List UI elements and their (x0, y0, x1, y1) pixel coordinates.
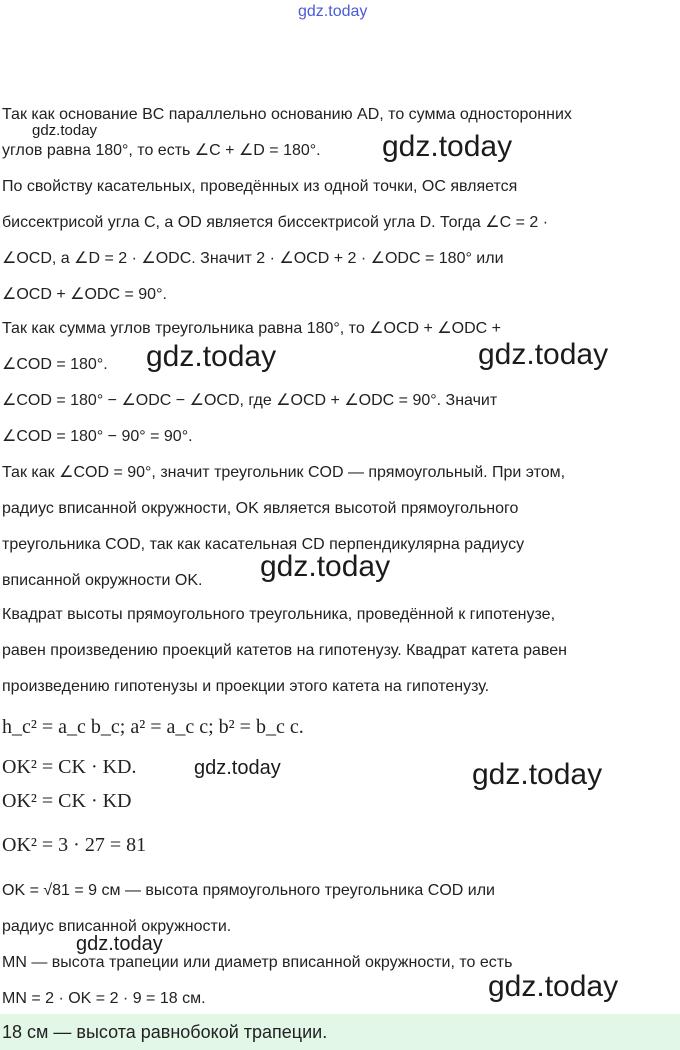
solution-line-mn-2: MN = 2 · OK = 2 · 9 = 18 см. (2, 990, 206, 1007)
watermark-large-6: gdz.today (488, 970, 619, 1003)
solution-line-radius: радиус вписанной окружности. (2, 918, 232, 935)
solution-line-4: биссектрисой угла C, а OD является биссектрисой угла D. Тогда ∠C = 2 · (2, 214, 549, 231)
solution-line-15: Квадрат высоты прямоугольного треугольника, проведённой к гипотенузе, (2, 606, 556, 623)
solution-line-8: ∠COD = 180°. (2, 356, 108, 373)
solution-line-14: вписанной окружности OK. (2, 572, 203, 589)
solution-line-7: Так как сумма углов треугольника равна 180°, то ∠OCD + ∠ODC + (2, 320, 501, 337)
solution-line-5: ∠OCD, а ∠D = 2 · ∠ODC. Значит 2 · ∠OCD + 2 · ∠ODC = 180° или (2, 250, 504, 267)
solution-line-11: Так как ∠COD = 90°, значит треугольник COD — прямоугольный. При этом, (2, 464, 566, 481)
solution-line-6: ∠OCD + ∠ODC = 90°. (2, 286, 167, 303)
solution-line-16: равен произведению проекций катетов на гипотенузу. Квадрат катета равен (2, 642, 567, 659)
watermark-top: gdz.today (298, 3, 368, 20)
formula-ok-squared-value: OK² = 3 · 27 = 81 (2, 834, 147, 856)
solution-line-17: произведению гипотенузы и проекции этого катета на гипотенузу. (2, 678, 490, 695)
watermark-medium-1: gdz.today (194, 757, 281, 779)
watermark-large-3: gdz.today (478, 338, 609, 371)
formula-ok-squared-1: OK² = CK · KD. (2, 756, 137, 778)
solution-line-10: ∠COD = 180° − 90° = 90°. (2, 428, 193, 445)
watermark-large-4: gdz.today (260, 550, 391, 583)
watermark-medium-2: gdz.today (76, 933, 163, 955)
watermark-small-1: gdz.today (32, 122, 98, 139)
watermark-large-1: gdz.today (382, 130, 513, 163)
solution-line-1: Так как основание BC параллельно основанию AD, то сумма односторонних (2, 106, 572, 123)
formula-projections: h_c² = a_c b_c; a² = a_c c; b² = b_c c. (2, 716, 304, 738)
answer-text: 18 см — высота равнобокой трапеции. (2, 1022, 328, 1042)
solution-line-12: радиус вписанной окружности, OK является высотой прямоугольного (2, 500, 519, 517)
watermark-large-2: gdz.today (146, 340, 277, 373)
formula-ok-squared-2: OK² = CK · KD (2, 790, 132, 812)
solution-line-ok: OK = √81 = 9 см — высота прямоугольного треугольника COD или (2, 882, 495, 899)
solution-line-2: углов равна 180°, то есть ∠C + ∠D = 180°. (2, 142, 321, 159)
solution-line-9: ∠COD = 180° − ∠ODC − ∠OCD, где ∠OCD + ∠ODC = 90°. Значит (2, 392, 498, 409)
watermark-large-5: gdz.today (472, 758, 603, 791)
solution-line-13: треугольника COD, так как касательная CD перпендикулярна радиусу (2, 536, 525, 553)
solution-line-mn-1: MN — высота трапеции или диаметр вписанной окружности, то есть (2, 954, 513, 971)
solution-line-3: По свойству касательных, проведённых из одной точки, OC является (2, 178, 518, 195)
